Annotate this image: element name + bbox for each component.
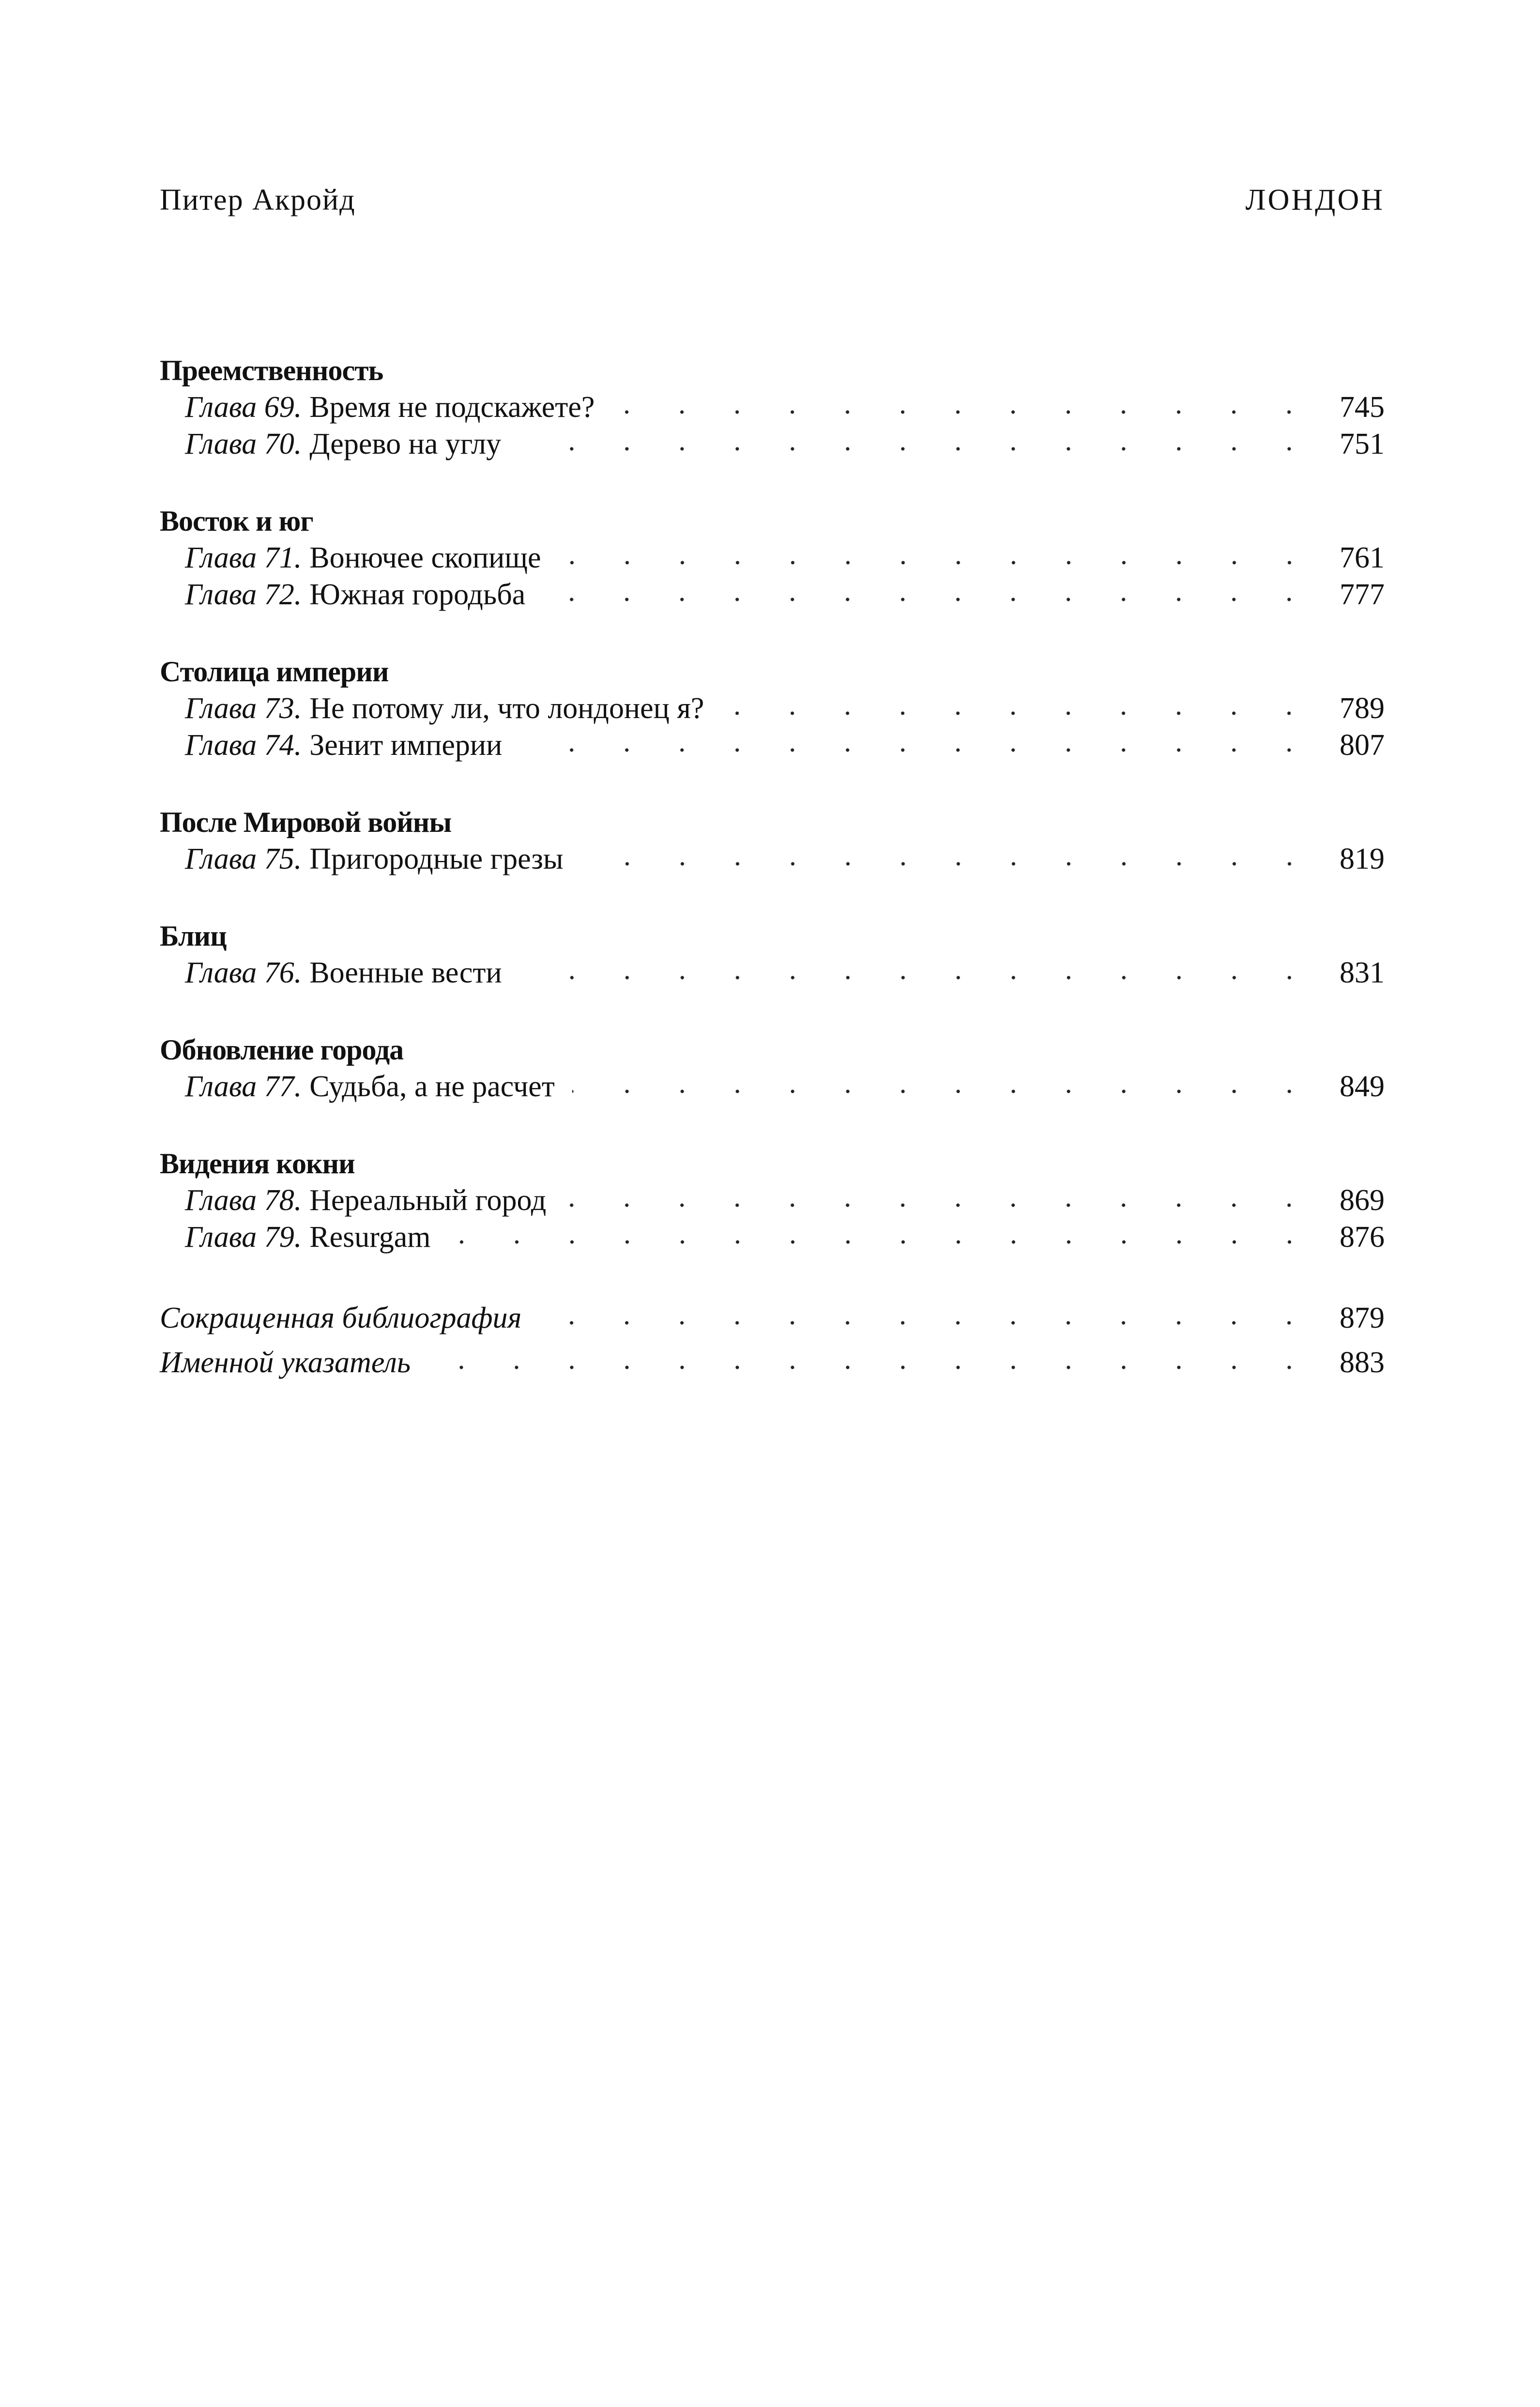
page-number: 777 xyxy=(1340,578,1385,611)
chapter-title: Пригородные грезы xyxy=(309,843,564,875)
page-number: 761 xyxy=(1340,541,1385,574)
chapter-title: Не потому ли, что лондонец я? xyxy=(309,692,704,725)
page-number: 751 xyxy=(1340,428,1385,460)
chapter-label: Глава 78. xyxy=(185,1184,302,1217)
toc-entry[interactable] xyxy=(160,426,1385,462)
chapter-label: Глава 70. xyxy=(185,428,302,460)
chapter-label: Глава 74. xyxy=(185,729,302,762)
toc-entry[interactable] xyxy=(160,389,1385,426)
page-number: 849 xyxy=(1340,1070,1385,1103)
toc-entry[interactable] xyxy=(160,576,1385,613)
toc-entry[interactable] xyxy=(160,1219,1385,1256)
table-of-contents xyxy=(160,352,1385,1385)
toc-entry[interactable] xyxy=(160,841,1385,877)
section-title: Блиц xyxy=(160,920,227,952)
running-head xyxy=(160,178,1385,222)
page-number: 879 xyxy=(1340,1302,1385,1334)
toc-entry[interactable] xyxy=(160,954,1385,991)
toc-section xyxy=(160,653,1385,764)
toc-section xyxy=(160,1031,1385,1105)
page-number: 819 xyxy=(1340,843,1385,875)
toc-section xyxy=(160,503,1385,613)
section-title: Преемственность xyxy=(160,354,383,386)
dot-leader xyxy=(612,407,1317,417)
toc-section xyxy=(160,1145,1385,1256)
toc-entry-bibliography[interactable] xyxy=(160,1296,1385,1340)
section-title: Видения кокни xyxy=(160,1148,355,1180)
chapter-label: Глава 77. xyxy=(185,1070,302,1103)
page-number: 831 xyxy=(1340,956,1385,989)
toc-entry[interactable] xyxy=(160,727,1385,764)
dot-leader xyxy=(428,1363,1317,1372)
dot-leader xyxy=(519,973,1317,982)
page-number: 745 xyxy=(1340,391,1385,424)
chapter-title: Судьба, а не расчет xyxy=(309,1070,555,1103)
dot-leader xyxy=(564,1200,1317,1210)
dot-leader xyxy=(572,1087,1317,1096)
dot-leader xyxy=(721,708,1317,718)
section-title: После Мировой войны xyxy=(160,806,452,838)
dot-leader xyxy=(581,859,1317,869)
chapter-label: Глава 69. xyxy=(185,391,302,424)
author-name: Питер Акройд xyxy=(160,184,356,216)
toc-entry-name-index[interactable] xyxy=(160,1340,1385,1385)
section-title: Обновление города xyxy=(160,1034,404,1066)
toc-entry[interactable] xyxy=(160,1068,1385,1105)
dot-leader xyxy=(543,595,1317,604)
chapter-label: Глава 71. xyxy=(185,541,302,574)
back-matter-title: Сокращенная библиография xyxy=(160,1302,522,1334)
chapter-label: Глава 73. xyxy=(185,692,302,725)
chapter-title: Resurgam xyxy=(309,1221,431,1254)
page-number: 876 xyxy=(1340,1221,1385,1254)
back-matter xyxy=(160,1296,1385,1385)
toc-entry[interactable] xyxy=(160,690,1385,727)
dot-leader xyxy=(518,444,1317,454)
dot-leader xyxy=(519,745,1317,755)
chapter-title: Южная городьба xyxy=(309,578,526,611)
dot-leader xyxy=(539,1318,1317,1328)
toc-section xyxy=(160,804,1385,877)
chapter-title: Нереальный город xyxy=(309,1184,547,1217)
page-number: 883 xyxy=(1340,1346,1385,1379)
page-number: 869 xyxy=(1340,1184,1385,1217)
chapter-title: Вонючее скопище xyxy=(309,541,541,574)
back-matter-title: Именной указатель xyxy=(160,1346,411,1379)
page-number: 807 xyxy=(1340,729,1385,762)
section-title: Столица империи xyxy=(160,656,389,688)
chapter-title: Время не подскажете? xyxy=(309,391,595,424)
dot-leader xyxy=(448,1237,1317,1247)
chapter-label: Глава 79. xyxy=(185,1221,302,1254)
toc-section xyxy=(160,352,1385,462)
toc-entry[interactable] xyxy=(160,539,1385,576)
chapter-title: Дерево на углу xyxy=(309,428,502,460)
dot-leader xyxy=(559,558,1317,567)
book-title: ЛОНДОН xyxy=(1245,184,1385,216)
chapter-title: Военные вести xyxy=(309,956,502,989)
chapter-label: Глава 72. xyxy=(185,578,302,611)
chapter-label: Глава 75. xyxy=(185,843,302,875)
section-title: Восток и юг xyxy=(160,505,313,537)
toc-section xyxy=(160,918,1385,991)
toc-entry[interactable] xyxy=(160,1182,1385,1219)
page-number: 789 xyxy=(1340,692,1385,725)
chapter-title: Зенит империи xyxy=(309,729,503,762)
chapter-label: Глава 76. xyxy=(185,956,302,989)
